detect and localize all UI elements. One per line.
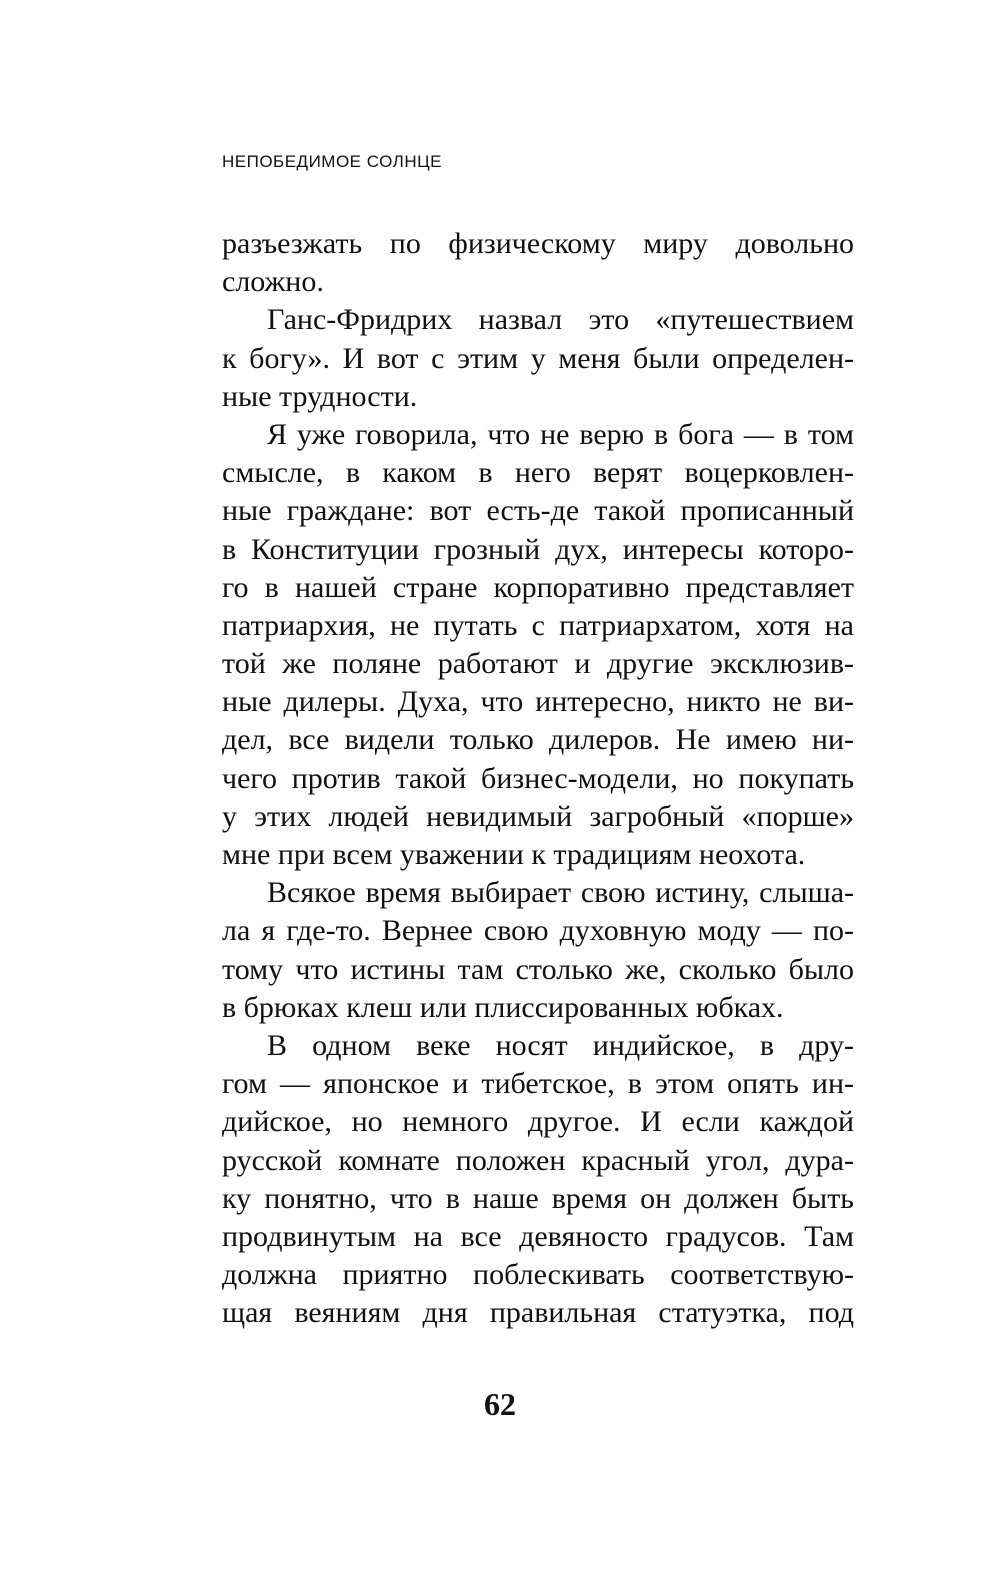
running-head: НЕПОБЕДИМОЕ СОЛНЦЕ bbox=[222, 152, 443, 171]
page-number: 62 bbox=[484, 1386, 516, 1422]
text-line: гом — японское и тибетское, в этом опять ин- bbox=[222, 1067, 854, 1101]
text-line: ку понятно, что в наше время он должен быть bbox=[222, 1181, 854, 1215]
text-line: к богу». И вот с этим у меня были определен- bbox=[222, 341, 854, 375]
text-line: у этих людей невидимый загробный «порше» bbox=[222, 799, 854, 833]
text-line: тому что истины там столько же, сколько было bbox=[222, 952, 854, 986]
text-line: должна приятно поблескивать соответствую- bbox=[222, 1258, 854, 1292]
text-line: ные трудности. bbox=[222, 379, 418, 413]
text-line: дел, все видели только дилеров. Не имею ни- bbox=[222, 723, 854, 757]
text-line: продвинутым на все девяносто градусов. Там bbox=[222, 1219, 854, 1253]
text-line: го в нашей стране корпоративно представляет bbox=[222, 570, 854, 604]
text-line: дийское, но немного другое. И если каждой bbox=[222, 1105, 854, 1139]
text-line: В одном веке носят индийское, в дру- bbox=[267, 1028, 854, 1062]
text-line: Всякое время выбирает свою истину, слыша- bbox=[267, 876, 854, 910]
text-line: смысле, в каком в него верят воцерковлен- bbox=[222, 456, 854, 490]
text-line: ла я где-то. Вернее свою духовную моду — по- bbox=[222, 914, 854, 948]
text-line: ные дилеры. Духа, что интересно, никто не ви- bbox=[222, 685, 854, 719]
text-line: ные граждане: вот есть-де такой прописанный bbox=[222, 494, 854, 528]
text-line: в брюках клеш или плиссированных юбках. bbox=[222, 990, 784, 1024]
text-line: в Конституции грозный дух, интересы которо- bbox=[222, 532, 854, 566]
text-line: Ганс-Фридрих назвал это «путешествием bbox=[267, 303, 854, 337]
text-line: той же поляне работают и другие эксклюзив- bbox=[222, 647, 854, 681]
text-line: щая веяниям дня правильная статуэтка, под bbox=[222, 1296, 854, 1330]
text-line: русской комнате положен красный угол, дура- bbox=[222, 1143, 854, 1177]
text-line: мне при всем уважении к традициям неохота. bbox=[222, 838, 806, 871]
text-line: Я уже говорила, что не верю в бога — в том bbox=[267, 417, 854, 451]
text-line: разъезжать по физическому миру довольно bbox=[222, 227, 854, 260]
text-line: чего против такой бизнес-модели, но покупать bbox=[222, 761, 854, 795]
body-text bbox=[222, 225, 854, 1332]
text-line: сложно. bbox=[222, 265, 324, 299]
text-line: патриархия, не путать с патриархатом, хотя на bbox=[222, 608, 854, 642]
